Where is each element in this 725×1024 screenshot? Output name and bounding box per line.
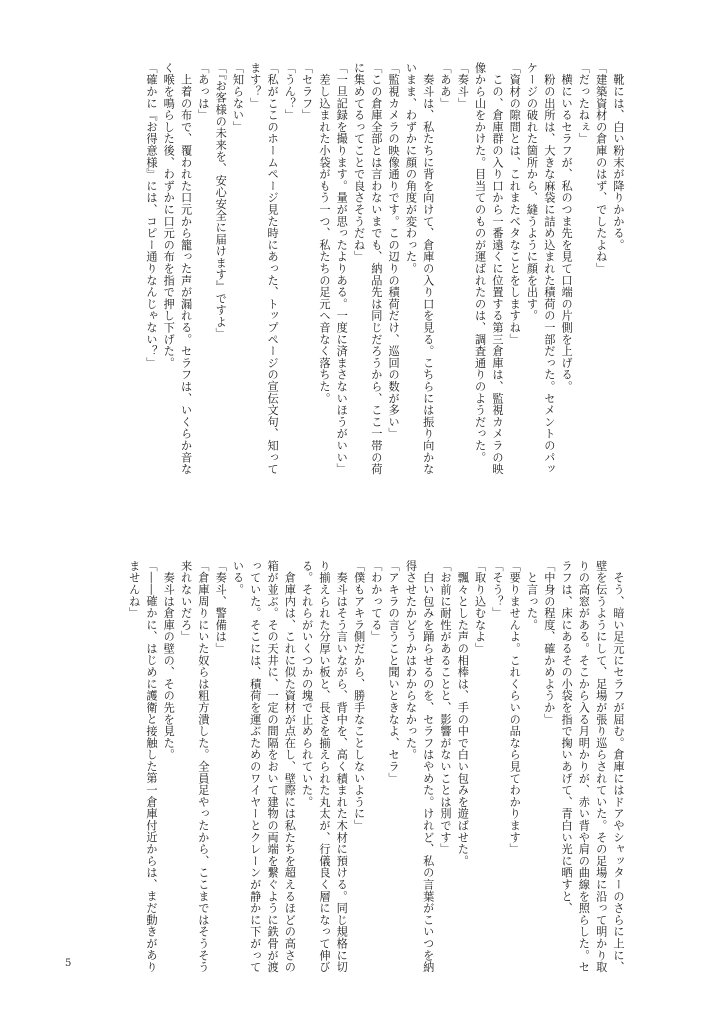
text-line: 「奏斗、警備は」 (214, 560, 228, 655)
text-line: く喉を鳴らした後、わずかに口元の布を指で押し下げた。 (162, 62, 176, 369)
text-line: 「要りませんよ。これくらいの品なら見てわかります」 (508, 560, 522, 855)
text-line: ませんね」 (127, 560, 141, 619)
text-line: 「お前に耐性があることと、影響がないことは別です」 (439, 560, 453, 855)
text-line: ラフは、床にあるその小袋を指で掬いあげて、青白い光に晒すと、 (560, 560, 574, 914)
text-line: 倉庫内は、これに似た資材が点在し、壁際には私たちを超えるほどの高さの (283, 560, 297, 973)
text-line: 箱が並ぶ。その天井に、一定の間隔をおいて建物の両端を繋ぐように鉄骨が渡 (266, 560, 280, 973)
page-number: 5 (65, 958, 72, 969)
text-line: 「――確かに、はじめに護衛と接触した第一倉庫付近からは、まだ動きがあり (144, 560, 158, 973)
text-line: 差し込まれた小袋がもう一つ、私たちの足元へ音なく落ちた。 (317, 62, 331, 405)
text-line: ます？」 (248, 62, 262, 110)
text-line: っていた。そこには、積荷を運ぶためのワイヤーとクレーンが静かに下がって (248, 560, 262, 973)
text-line: 飄々とした声の相棒は、手の中で白い包みを遊ばせた。 (456, 560, 470, 867)
text-line: 「取り込むなよ」 (473, 560, 487, 655)
text-line: 像から山をかけた。目当てのものが運ばれたのは、調査通りのようだった。 (473, 62, 487, 464)
text-line: 「アキラの言うこと聞いときなよ、セラ」 (387, 560, 401, 785)
text-line: 「『お客様の未来を、安心安全に届けます』ですよ」 (214, 62, 228, 340)
text-line: 「一旦記録を撮ります。量が思ったよりある。一度に済まさないほうがいい」 (335, 62, 349, 475)
text-line: 「確かに『お得意様』には、コピー通りなんじゃない？」 (144, 62, 158, 369)
text-line: 「建築資材の倉庫のはず、でしたよね」 (594, 62, 608, 275)
text-line: 「僕もアキラ側だから、勝手なことしないように」 (352, 560, 366, 832)
text-line: と言った。 (525, 560, 539, 631)
text-line: 奏斗は、私たちに背を向けて、倉庫の入り口を見る。こちらには振り向かな (421, 62, 435, 475)
text-line: ケージの破れた箇所から、縫うように顔を出す。 (525, 62, 539, 322)
text-line: 来れないだろ」 (179, 560, 193, 643)
text-line: 「だったねぇ」 (577, 62, 591, 145)
text-line: いまま、わずかに顔の角度が変わった。 (404, 62, 418, 275)
text-line: 「ああ」 (439, 62, 453, 110)
text-line: 「奏斗」 (456, 62, 470, 110)
text-line: そう、暗い足元にセラフが屈む。倉庫にはドアやシャッターのさらに上に、 (612, 560, 625, 973)
text-line: 「監視カメラの映像通りです。この辺りの積荷だけ、巡回の数が多い」 (387, 62, 401, 440)
text-line: 上着の布で、覆われた口元から籠った声が漏れる。セラフは、いくらか音な (179, 62, 193, 475)
text-line: 靴には、白い粉末が降りかかる。 (612, 62, 625, 251)
text-line: 「うん？」 (283, 62, 297, 121)
text-line: 「セラフ」 (300, 62, 314, 121)
text-line: 白い包みを踊らせるのを、セラフはやめた。けれど、私の言葉がこいつを納 (421, 560, 435, 973)
text-line: りの高窓がある。そこから入る月明かりが、赤い背や肩の曲線を照らした。セ (577, 560, 591, 973)
text-line: 奏斗は倉庫の壁の、その先を見た。 (162, 560, 176, 761)
text-line: り揃えられた分厚い板と、長さを揃えられた丸太が、行儀良く層になって伸び (317, 560, 331, 973)
text-line: 「私がここのホームページ見た時にあった、トップページの宣伝文句、知って (266, 62, 280, 475)
text-line: 「倉庫周りにいた奴らは粗方潰した。全員足やったから、ここまではそうそう (196, 560, 210, 973)
text-line: 「わかってる」 (369, 560, 383, 643)
text-line: 「この倉庫全部とは言わないまでも、納品先は同じだろうから、ここ一帯の荷 (369, 62, 383, 475)
text-line: 粉の出所は、大きな麻袋に詰め込まれた積荷の一部だった。セメントのパッ (542, 62, 556, 475)
lower-text-block (87, 560, 627, 980)
text-line: 壁を伝うようにして、足場が張り巡らされていた。その足場に沿って明かり取 (594, 560, 608, 973)
text-line: いる。 (231, 560, 245, 596)
text-line: 「知らない」 (231, 62, 245, 133)
text-line: 横にいるセラフが、私のつま先を見て口端の片側を上げる。 (560, 62, 574, 393)
text-line: この、倉庫群の入り口から一番遠くに位置する第三倉庫は、監視カメラの映 (490, 62, 504, 475)
upper-text-block (87, 62, 627, 482)
text-line: る。それらがいくつかの塊で止められていた。 (300, 560, 314, 808)
text-line: 「資材の隙間とは、これまたベタなことをしますね」 (508, 62, 522, 346)
text-line: 「そう？」 (490, 560, 504, 619)
text-line: 「あっは」 (196, 62, 210, 121)
text-line: 奏斗はそう言いながら、背中を、高く積まれた木材に預ける。同じ規格に切 (335, 560, 349, 973)
text-line: 「中身の程度、確かめようか」 (542, 560, 556, 726)
text-line: 得させたかどうかはわからなかった。 (404, 560, 418, 761)
text-line: に集めてるってことで良さそうだね」 (352, 62, 366, 263)
